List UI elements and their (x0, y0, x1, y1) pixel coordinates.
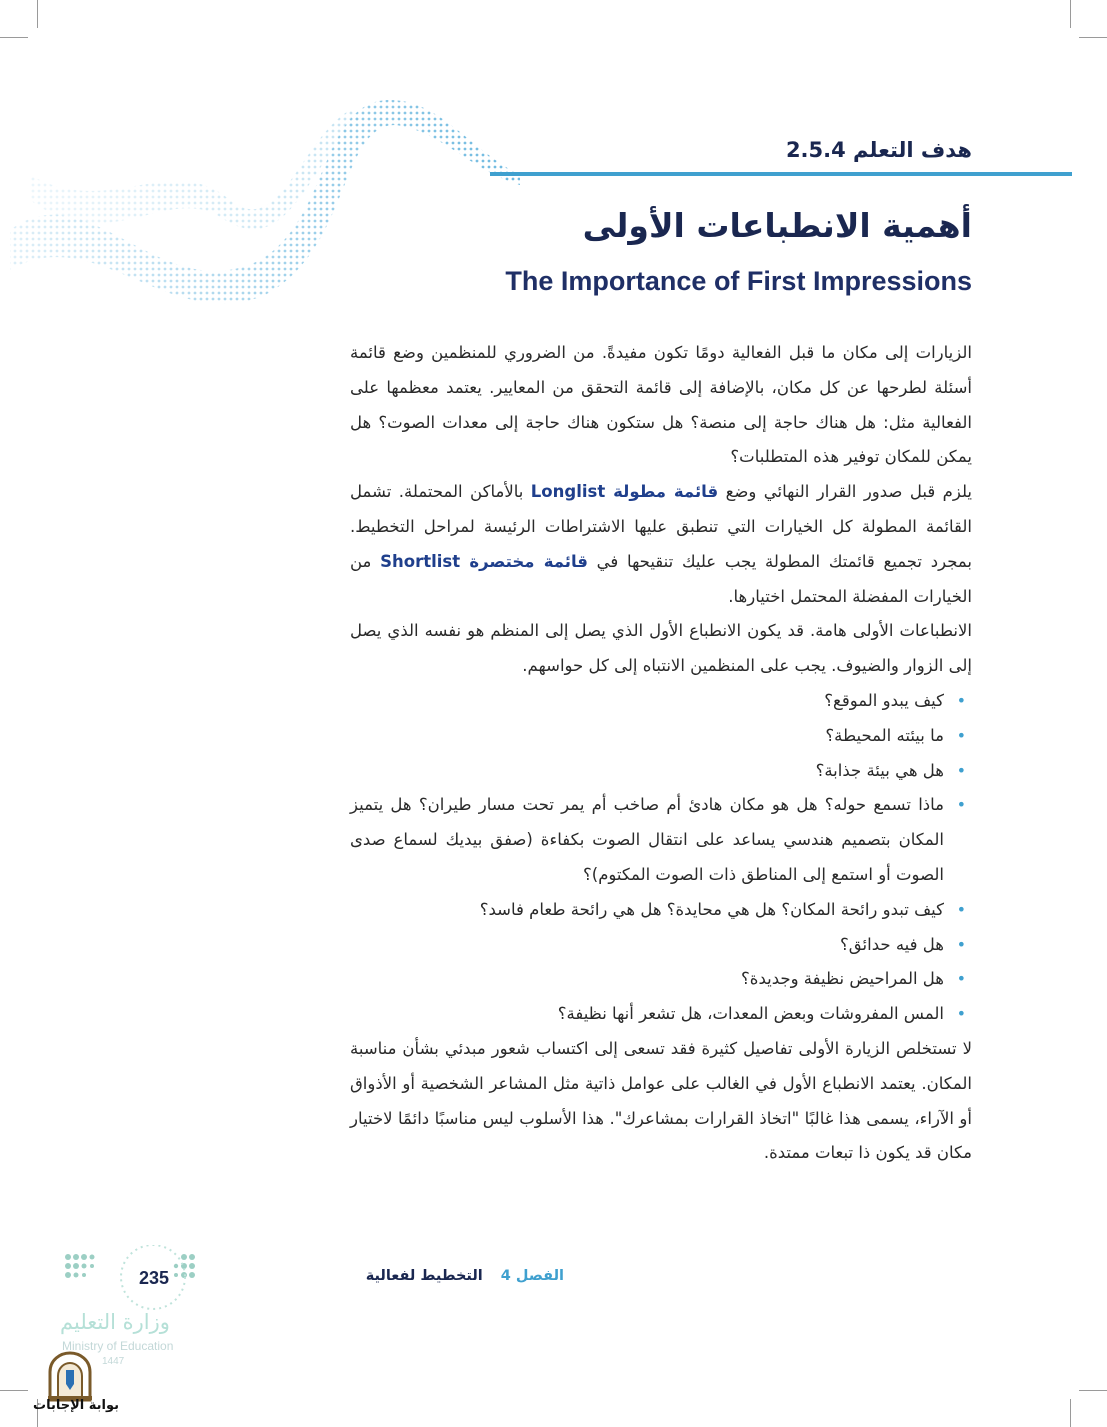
list-item (350, 754, 966, 789)
page-title-english: The Importance of First Impressions (505, 266, 972, 296)
list-item-text: ماذا تسمع حوله؟ هل هو مكان هادئ أم صاخب أم يمر تحت مسار طيران؟ هل يتميز المكان بتصميم هندسي يساعد على انتقال الصوت بكفاءة (صفق بيديك لسماع صدى الصوت أو استمع إلى المناطق ذات الصوت المكتوم)؟ (350, 795, 944, 884)
bullet-icon: • (956, 690, 966, 710)
paragraph-lists-part2: بالأماكن المحتملة. تشمل القائمة المطولة كل الخيارات التي تنطبق عليها الاشتراطات الرئيسة لمراحل التخطيط. بمجرد تجميع قائمتك المطولة يجب عليك تنقيحها في (350, 482, 972, 571)
crop-mark (0, 37, 28, 38)
list-item-text: كيف تبدو رائحة المكان؟ هل هي محايدة؟ هل هي رائحة طعام فاسد؟ (479, 899, 944, 919)
list-item-text: هل هي بيئة جذابة؟ (815, 760, 944, 780)
bullet-icon: • (956, 725, 966, 745)
dotted-wave-decoration (0, 80, 560, 320)
paragraph-lists (350, 475, 972, 614)
list-item (350, 962, 966, 997)
list-item (350, 893, 966, 928)
crop-mark (1070, 1399, 1071, 1427)
term-longlist: قائمة مطولة Longlist (530, 482, 719, 502)
list-item (350, 928, 966, 963)
bullet-icon: • (956, 934, 966, 954)
paragraph-intro: الزيارات إلى مكان ما قبل الفعالية دومًا تكون مفيدةً. من الضروري للمنظمين وضع قائمة أسئلة لطرحها عن كل مكان، بالإضافة إلى قائمة التحقق من المعايير. يعتمد معظمها على الفعالية مثل: هل هناك حاجة إلى منصة؟ هل ستكون هناك حاجة إلى معدات الصوت؟ هل يمكن للمكان توفير هذه المتطلبات؟ (350, 343, 972, 467)
paragraph-first-impressions: الانطباعات الأولى هامة. قد يكون الانطباع الأول الذي يصل إلى المنظم هو نفسه الذي يصل إلى الزوار والضيوف. يجب على المنظمين الانتباه إلى كل حواسهم. (350, 621, 972, 676)
chapter-label: الفصل 4 (500, 1268, 564, 1284)
page-title-arabic: أهمية الانطباعات الأولى (582, 206, 972, 245)
page-number: 235 (138, 1268, 170, 1288)
paragraph-lists-part3: من الخيارات المفضلة المحتمل اختيارها. (350, 551, 972, 606)
list-item (350, 997, 966, 1032)
chapter-title: التخطيط لفعالية (365, 1268, 483, 1284)
paragraph-lists-part1: يلزم قبل صدور القرار النهائي وضع (718, 482, 973, 502)
list-item-text: كيف يبدو الموقع؟ (824, 690, 944, 710)
bullet-icon: • (956, 760, 966, 780)
crop-mark (1079, 1390, 1107, 1391)
list-item-text: هل فيه حدائق؟ (840, 934, 944, 954)
list-item-text: ما بيئته المحيطة؟ (825, 725, 944, 745)
crop-mark (1070, 0, 1071, 28)
heading-divider (490, 172, 1072, 176)
bullet-icon: • (956, 969, 966, 989)
list-item-text: المس المفروشات وبعض المعدات، هل تشعر أنها نظيفة؟ (557, 1004, 944, 1024)
term-shortlist: قائمة مختصرة Shortlist (380, 551, 588, 571)
bullet-icon: • (956, 899, 966, 919)
senses-checklist (350, 684, 972, 1032)
ministry-name-arabic: وزارة التعليم (60, 1310, 170, 1334)
ministry-year: 1447 (102, 1356, 125, 1367)
learning-objective-label: هدف التعلم 2.5.4 (785, 138, 972, 162)
crop-mark (0, 1390, 28, 1391)
paragraph-conclusion: لا تستخلص الزيارة الأولى تفاصيل كثيرة فقد تسعى إلى اكتساب شعور مبدئي بشأن مناسبة المكان. يعتمد الانطباع الأول في الغالب على عوامل ذاتية مثل المشاعر الشخصية أو الأذواق أو الآراء، يسمى هذا غالبًا "اتخاذ القرارات بمشاعرك". هذا الأسلوب ليس مناسبًا دائمًا لاختيار مكان قد يكون ذا تبعات ممتدة. (350, 1038, 972, 1163)
list-item (350, 719, 966, 754)
list-item (350, 788, 966, 892)
bullet-icon: • (956, 795, 966, 815)
body-text (350, 336, 972, 1171)
list-item (350, 684, 966, 719)
page-number-badge (114, 1260, 194, 1300)
crop-mark (37, 0, 38, 28)
watermark-text: بوابة الإجابات (33, 1398, 119, 1413)
list-item-text: هل المراحيض نظيفة وجديدة؟ (741, 969, 944, 989)
gate-logo-icon (44, 1350, 96, 1402)
crop-mark (1079, 37, 1107, 38)
ministry-name-english: Ministry of Education (62, 1339, 174, 1353)
footer-chapter (366, 1268, 564, 1284)
bullet-icon: • (956, 1004, 966, 1024)
